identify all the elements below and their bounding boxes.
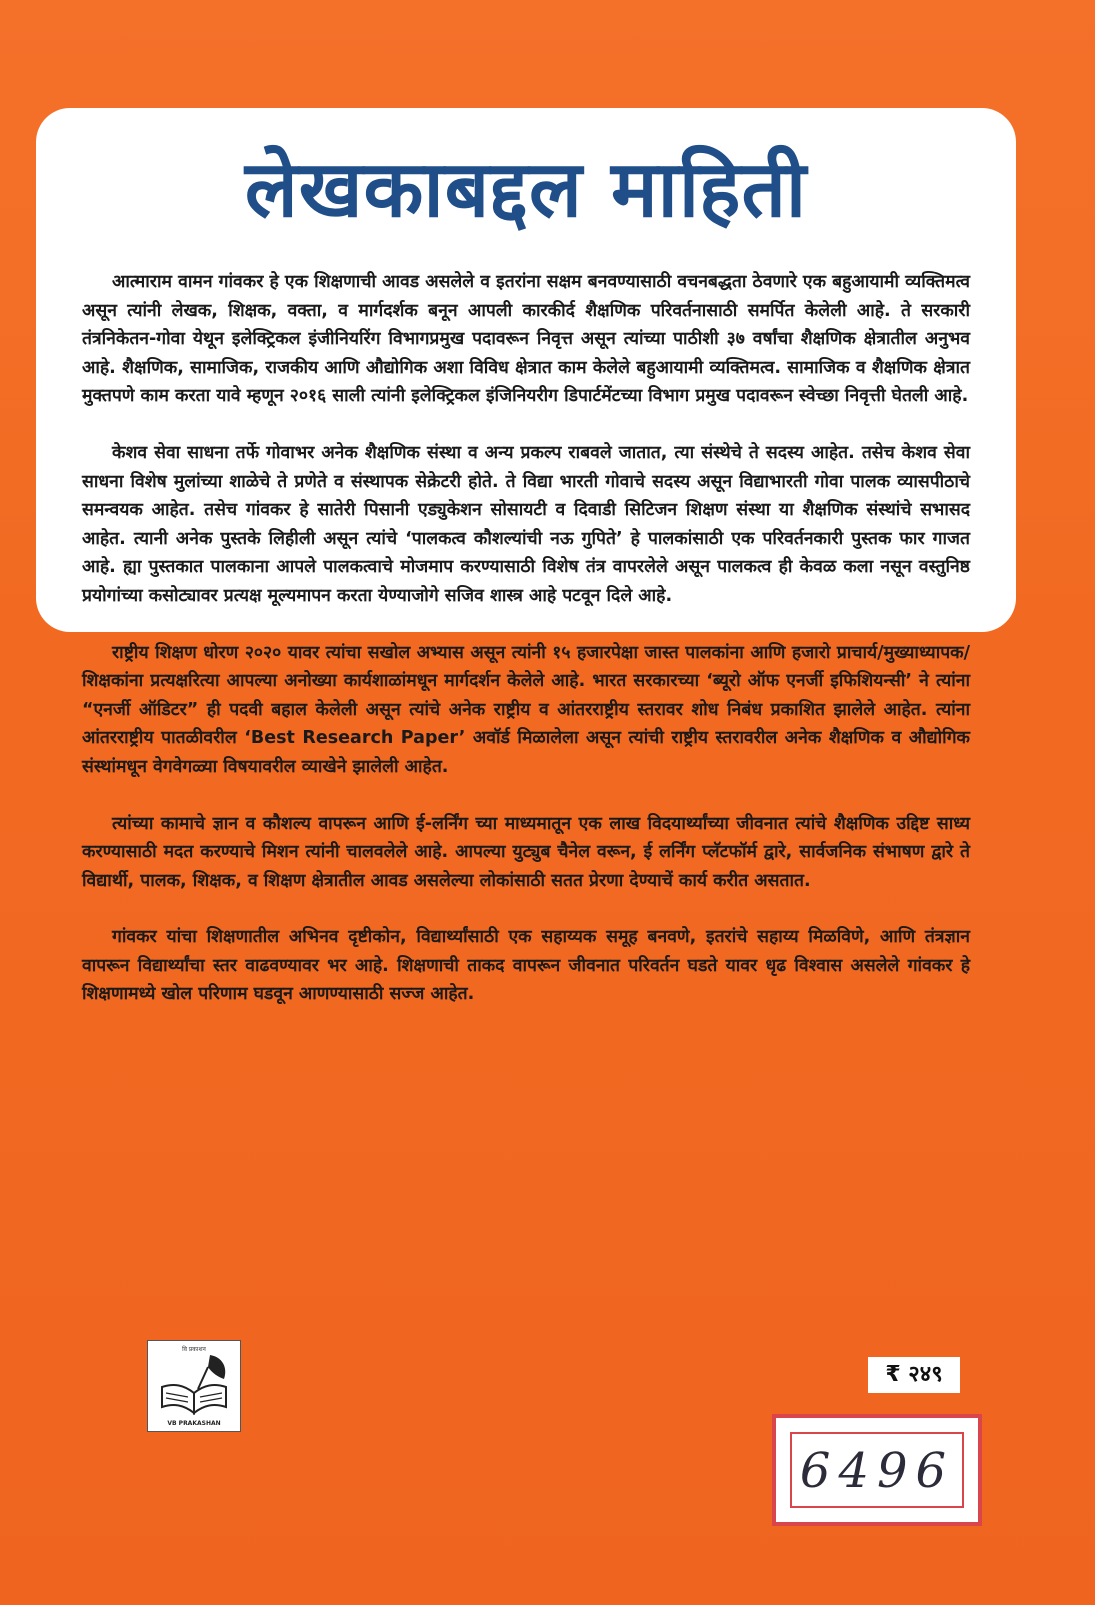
publisher-logo-top-text: वि प्रकाशन [182, 1346, 206, 1353]
page-title: लेखकाबद्दल माहिती [244, 145, 808, 235]
library-stamp [772, 1414, 982, 1526]
bio-paragraph-4: त्यांच्या कामाचे ज्ञान व कौशल्य वापरून आणि ई-लर्निंग च्या माध्यमातून एक लाख विदयार्थ्यांच्या जीवनात त्यांचे शैक्षणिक उद्दिष्ट साध्य करण्यासाठी मदत करण्याचे मिशन त्यांनी चालवलेले आहे. आपल्या युट्युब चैनेल वरून, ई लर्निंग प्लॅटफॉर्म द्वारे, सार्वजनिक संभाषण द्वारे ते विद्यार्थी, पालक, शिक्षक, व शिक्षण क्षेत्रातील आवड असलेल्या लोकांसाठी सतत प्रेरणा देण्याचें कार्य करीत असतात. [82, 813, 970, 891]
book-quill-icon [148, 1341, 240, 1431]
price-label: ₹ २४९ [868, 1357, 960, 1393]
bio-paragraph-5: गांवकर यांचा शिक्षणातील अभिनव दृष्टीकोन, विद्यार्थ्यांसाठी एक सहाय्यक समूह बनवणे, इतरांचे सहाय्य मिळविणे, आणि तंत्रज्ञान वापरून विद्यार्थ्यांचा स्तर वाढवण्यावर भर आहे. शिक्षणाची ताकद वापरून जीवनात परिवर्तन घडते यावर धृढ विश्वास असलेले गांवकर हे शिक्षणामध्ये खोल परिणाम घडवून आणण्यासाठी सज्ज आहेत. [82, 927, 970, 1005]
publisher-logo-caption: VB PRAKASHAN [167, 1420, 221, 1427]
bio-paragraph-2: केशव सेवा साधना तर्फे गोवाभर अनेक शैक्षणिक संस्था व अन्य प्रकल्प राबवले जातात, त्या संस्थेचे ते सदस्य आहेत. तसेच केशव सेवा साधना विशेष मुलांच्या शाळेचे ते प्रणेते व संस्थापक सेक्रेटरी होते. ते विद्या भारती गोवाचे सदस्य असून विद्याभारती गोवा पालक व्यासपीठाचे समन्वयक आहेत. तसेच गांवकर हे सातेरी पिसानी एड्युकेशन सोसायटी व दिवाडी सिटिजन शिक्षण संस्था या शैक्षणिक संस्थांचे सभासद आहेत. त्यानी अनेक पुस्तके लिहीली असून त्यांचे ‘पालकत्व कौशल्यांची नऊ गुपिते’ हे पालकांसाठी एक परिवर्तनकारी पुस्तक फार गाजत आहे. ह्या पुस्तकात पालकाना आपले पालकत्वाचे मोजमाप करण्यासाठी विशेष तंत्र वापरलेले असून पालकत्व ही केवळ कला नसून वस्तुनिष्ठ प्रयोगांच्या कसोट्यावर प्रत्यक्ष मूल्यमापन करता येण्याजोगे सजिव शास्त्र आहे पटवून दिले आहे. [82, 442, 970, 606]
bio-paragraph-1: आत्माराम वामन गांवकर हे एक शिक्षणाची आवड असलेले व इतरांना सक्षम बनवण्यासाठी वचनबद्धता ठेवणारे एक बहुआयामी व्यक्तिमत्व असून त्यांनी लेखक, शिक्षक, वक्ता, व मार्गदर्शक बनून आपली कारकीर्द शैक्षणिक परिवर्तनासाठी समर्पित केलेली आहे. ते सरकारी तंत्रनिकेतन-गोवा येथून इलेक्ट्रिकल इंजीनियरिंग विभागप्रमुख पदावरून निवृत्त असून त्यांच्या पाठीशी ३७ वर्षांचा शैक्षणिक क्षेत्रातील अनुभव आहे. शैक्षणिक, सामाजिक, राजकीय आणि औद्योगिक अशा विविध क्षेत्रात काम केलेले बहुआयामी व्यक्तिमत्व. सामाजिक व शैक्षणिक क्षेत्रात मुक्तपणे काम करता यावे म्हणून २०१६ साली त्यांनी इलेक्ट्रिकल इंजिनियरीग डिपार्टमेंटच्या विभाग प्रमुख पदावरून स्वेच्छा निवृत्ती घेतली आहे. [82, 272, 970, 407]
publisher-logo [147, 1340, 241, 1432]
author-bio [82, 268, 970, 1037]
bio-paragraph-3: राष्ट्रीय शिक्षण धोरण २०२० यावर त्यांचा सखोल अभ्यास असून त्यांनी १५ हजारपेक्षा जास्त पालकांना आणि हजारो प्राचार्य/मुख्याध्यापक/शिक्षकांना प्रत्यक्षरित्या आपल्या अनोख्या कार्यशाळांमधून मार्गदर्शन केलेले आहे. भारत सरकारच्या ‘ब्यूरो ऑफ एनर्जी इफिशियन्सी’ ने त्यांना “एनर्जी ऑडिटर” ही पदवी बहाल केलेली असून त्यांचे अनेक राष्ट्रीय व आंतरराष्ट्रीय स्तरावर शोध निबंध प्रकाशित झालेले आहेत. त्यांना आंतरराष्ट्रीय पातळीवरील ‘Best Research Paper’ अवॉर्ड मिळालेला असून त्यांची राष्ट्रीय स्तरावरील अनेक शैक्षणिक व औद्योगिक संस्थांमधून वेगवेगळ्या विषयावरील व्याखेने झालेली आहेत. [82, 642, 970, 777]
handwritten-stamp-number: 6496 [790, 1432, 964, 1508]
